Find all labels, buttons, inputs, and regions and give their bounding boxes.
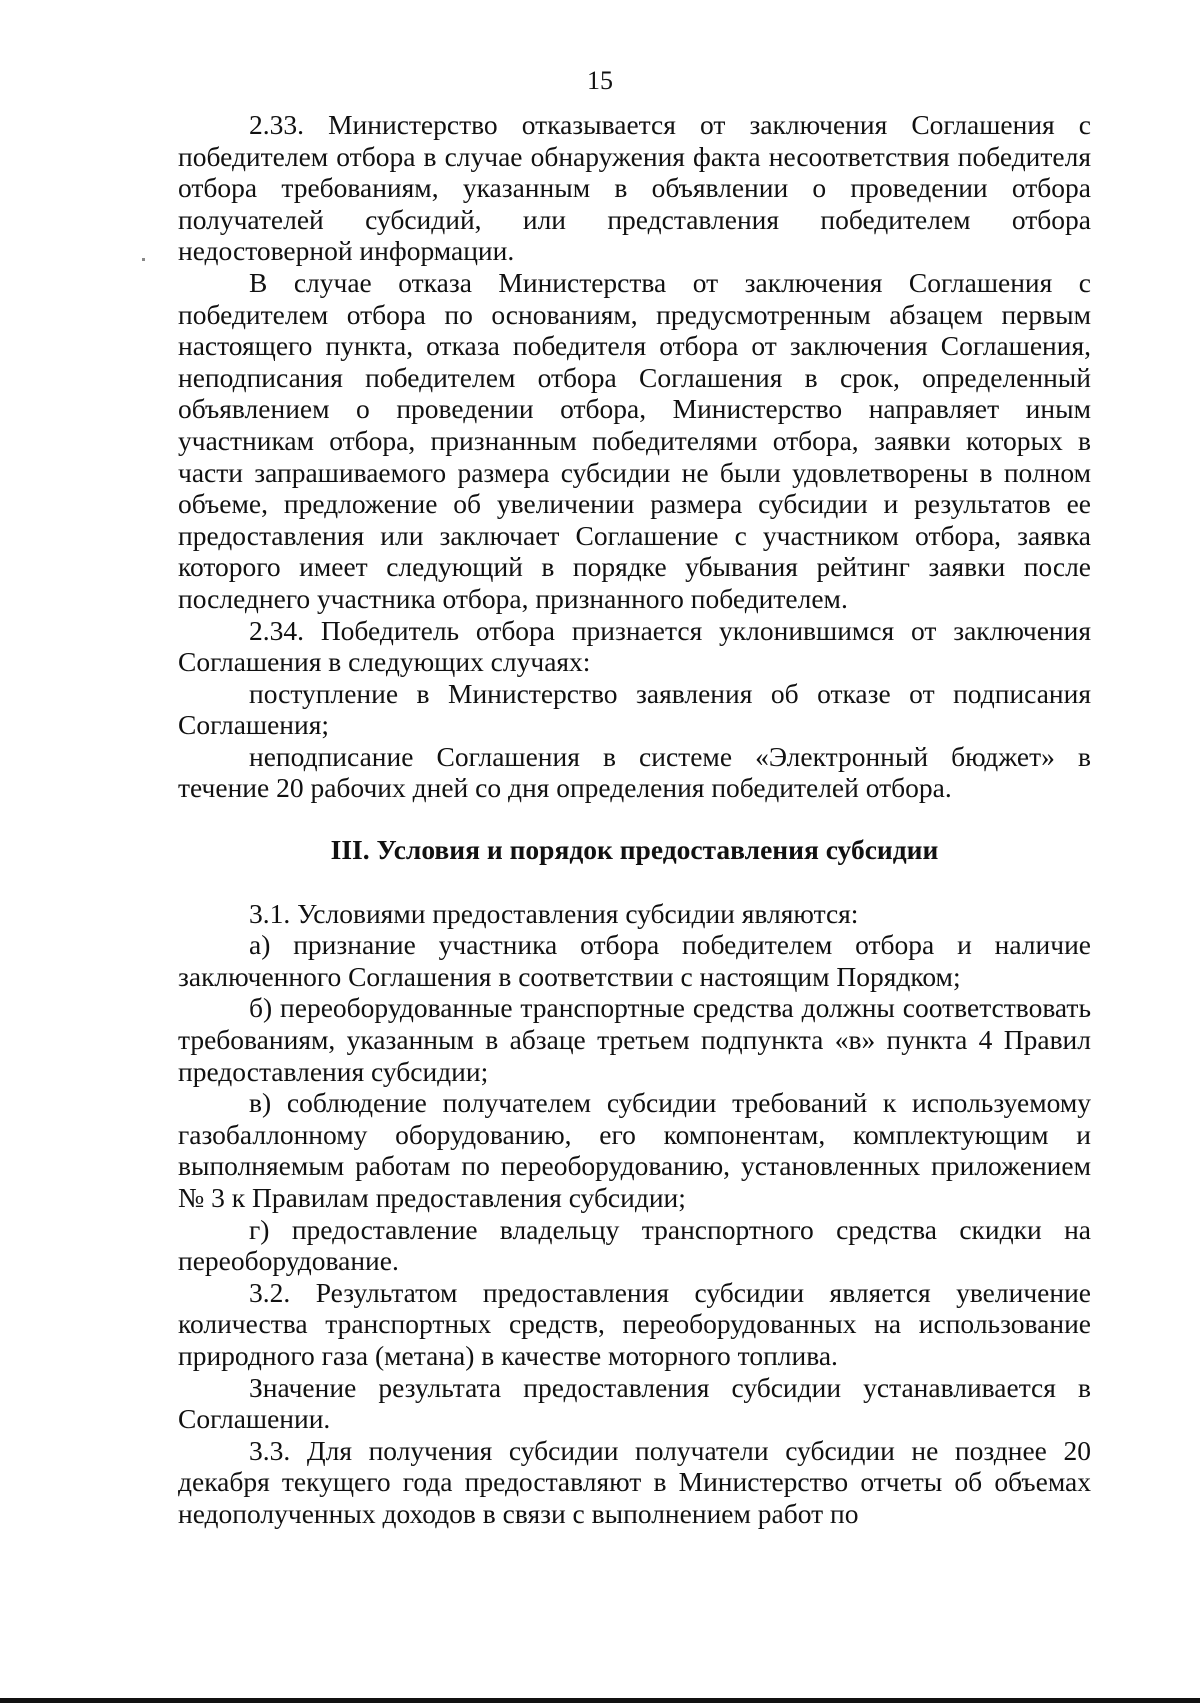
scan-mark [142, 258, 145, 261]
paragraph-3-2: 3.2. Результатом предоставления субсидии является увеличение количества транспортных средств, переоборудованных на использование природного газа (метана) в качестве моторного топлива. [178, 1276, 1091, 1371]
scan-bottom-edge [0, 1698, 1200, 1703]
paragraph-3-1-v: в) соблюдение получателем субсидии требований к используемому газобаллонному оборудованию, его компонентам, комплектующим и выполняемым работам по переоборудованию, установленных приложением № 3 к Правилам предоставления субсидии; [178, 1087, 1091, 1213]
page-number: 15 [587, 66, 613, 95]
document-body [178, 109, 1091, 1530]
paragraph-3-3: 3.3. Для получения субсидии получатели субсидии не позднее 20 декабря текущего года предоставляют в Министерство отчеты об объемах недополученных доходов в связи с выполнением работ по [178, 1434, 1091, 1529]
paragraph-2-33: 2.33. Министерство отказывается от заключения Соглашения с победителем отбора в случае обнаружения факта несоответствия победителя отбора требованиям, указанным в объявлении о проведении отбора получателей субсидий, или представления победителем отбора недостоверной информации. [178, 109, 1091, 267]
paragraph-3-1: 3.1. Условиями предоставления субсидии являются: [249, 897, 859, 929]
paragraph-3-1-a: а) признание участника отбора победителем отбора и наличие заключенного Соглашения в соответствии с настоящим Порядком; [178, 929, 1091, 992]
paragraph-3-1-g: г) предоставление владельцу транспортного средства скидки на переоборудование. [178, 1213, 1091, 1277]
paragraph-3-1-b: б) переоборудованные транспортные средства должны соответствовать требованиям, указанным в абзаце третьем подпункта «в» пункта 4 Правил предоставления субсидии; [178, 992, 1091, 1087]
paragraph-2-34-item-2: неподписание Соглашения в системе «Электронный бюджет» в течение 20 рабочих дней со дня определения победителей отбора. [178, 740, 1091, 804]
paragraph-2-34: 2.34. Победитель отбора признается уклонившимся от заключения Соглашения в следующих случаях: [178, 614, 1091, 678]
paragraph-3-2-value: Значение результата предоставления субсидии устанавливается в Соглашении. [178, 1371, 1091, 1435]
section-heading: III. Условия и порядок предоставления субсидии [330, 834, 939, 866]
paragraph-refusal-case: В случае отказа Министерства от заключения Соглашения с победителем отбора по основаниям, предусмотренным абзацем первым настоящего пункта, отказа победителя отбора от заключения Соглашения, неподписания победителем отбора Соглашения в срок, определенный объявлением о проведении отбора, Министерство направляет иным участникам отбора, признанным победителями отбора, заявки которых в части запрашиваемого размера субсидии не были удовлетворены в полном объеме, предложение об увеличении размера субсидии и результатов ее предоставления или заключает Соглашение с участником отбора, заявка которого имеет следующий в порядке убывания рейтинг заявки после последнего участника отбора, признанного победителем. [178, 266, 1091, 614]
paragraph-2-34-item-1: поступление в Министерство заявления об отказе от подписания Соглашения; [178, 677, 1091, 741]
